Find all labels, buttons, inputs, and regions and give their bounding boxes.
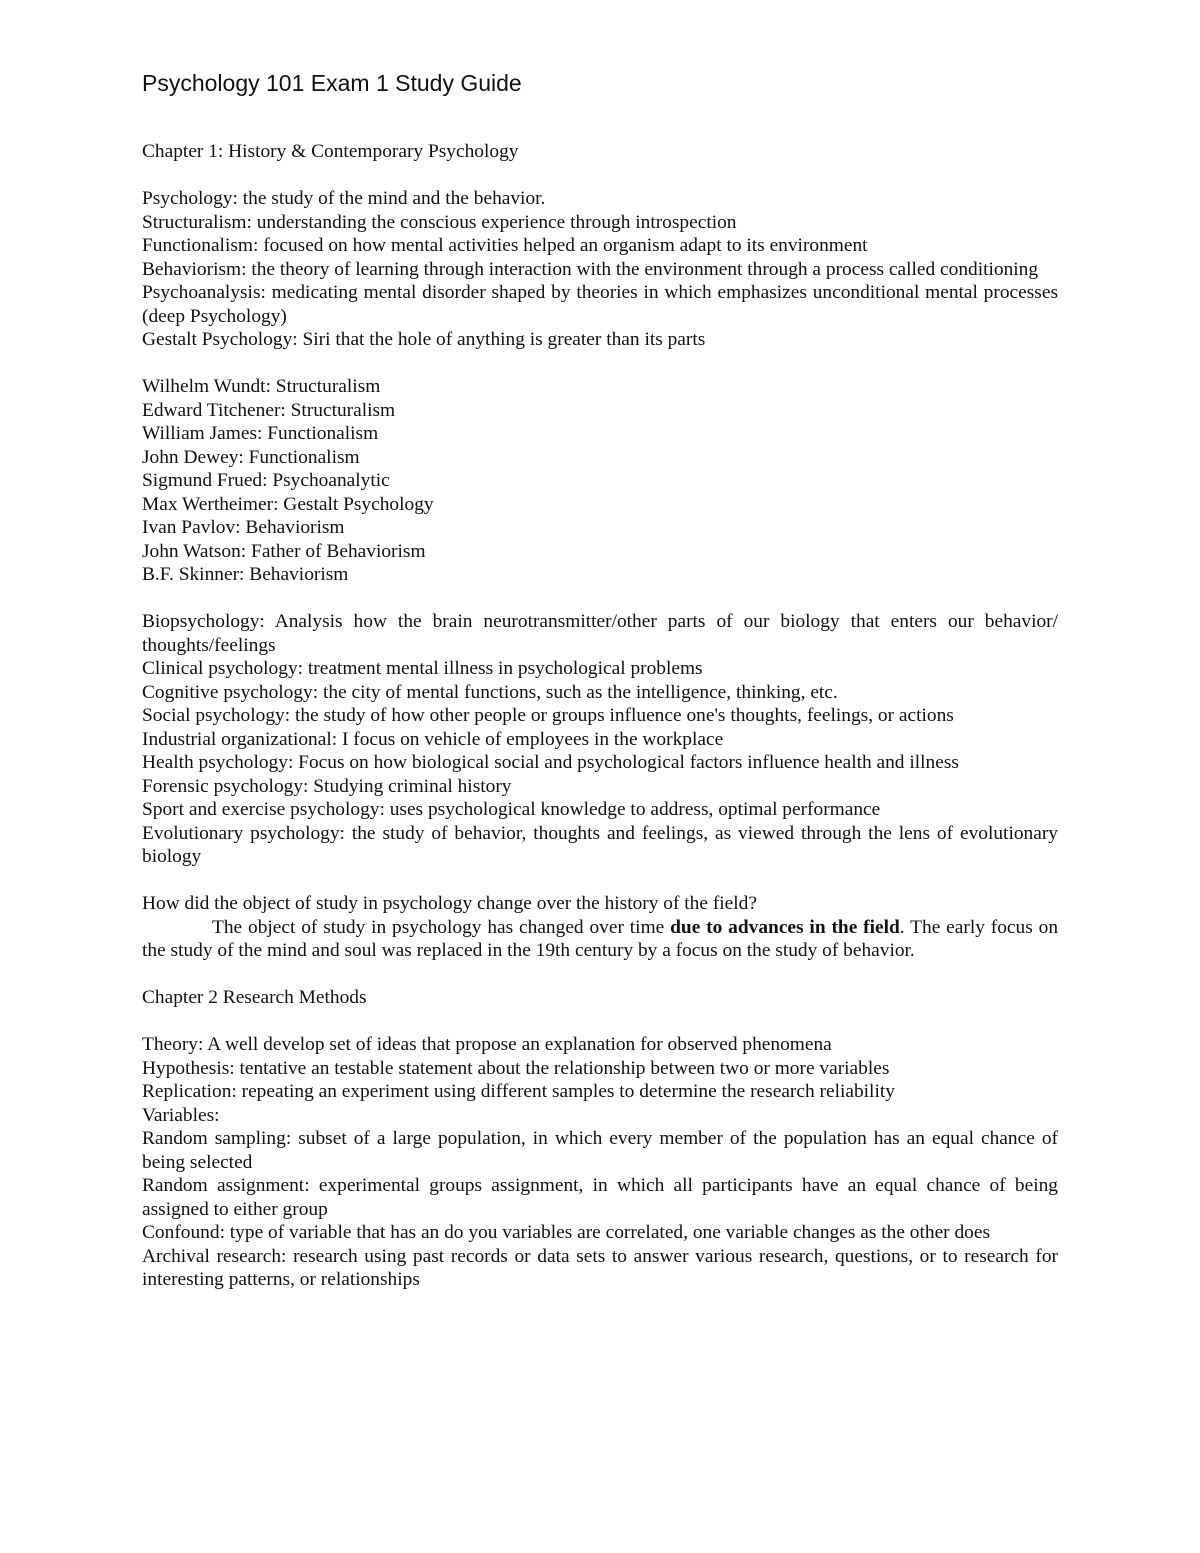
person-freud: Sigmund Frued: Psychoanalytic bbox=[142, 470, 390, 491]
spacer bbox=[142, 1010, 1058, 1034]
person-titchener: Edward Titchener: Structuralism bbox=[142, 399, 396, 421]
person-dewey: John Dewey: Functionalism bbox=[142, 446, 360, 468]
definition-gestalt: Gestalt Psychology: Siri that the hole of anything is greater than its parts bbox=[142, 329, 706, 350]
answer-text-start: The object of study in psychology has changed over time bbox=[212, 916, 671, 938]
field-cognitive: Cognitive psychology: the city of mental functions, such as the intelligence, thinking, etc. bbox=[142, 681, 838, 703]
definition-behaviorism: Behaviorism: the theory of learning through interaction with the environment through a process called conditioning bbox=[142, 258, 1039, 280]
chapter1-heading: Chapter 1: History & Contemporary Psychology bbox=[142, 141, 519, 162]
definition-variables: Variables: bbox=[142, 1104, 220, 1126]
field-industrial: Industrial organizational: I focus on vehicle of employees in the workplace bbox=[142, 728, 724, 750]
field-clinical: Clinical psychology: treatment mental illness in psychological problems bbox=[142, 658, 703, 679]
definition-random-assignment: Random assignment: experimental groups assignment, in which all participants have an equal chance of being assigned to either group bbox=[142, 1175, 1058, 1220]
definition-hypothesis: Hypothesis: tentative an testable statement about the relationship between two or more variables bbox=[142, 1057, 890, 1079]
person-james: William James: Functionalism bbox=[142, 423, 379, 444]
spacer bbox=[142, 587, 1058, 611]
study-question: How did the object of study in psychology change over the history of the field? bbox=[142, 893, 757, 914]
field-social: Social psychology: the study of how other people or groups influence one's thoughts, feelings, or actions bbox=[142, 705, 954, 726]
spacer bbox=[142, 869, 1058, 893]
person-pavlov: Ivan Pavlov: Behaviorism bbox=[142, 517, 345, 538]
field-evolutionary: Evolutionary psychology: the study of behavior, thoughts and feelings, as viewed through the lens of evolutionary biology bbox=[142, 822, 1058, 867]
definition-theory: Theory: A well develop set of ideas that propose an explanation for observed phenomena bbox=[142, 1034, 832, 1055]
person-watson: John Watson: Father of Behaviorism bbox=[142, 540, 426, 562]
person-wertheimer: Max Wertheimer: Gestalt Psychology bbox=[142, 493, 434, 515]
study-answer bbox=[142, 916, 1058, 963]
answer-text-end: . The early focus on the study of the mind and soul was replaced in the 19th century by a focus on the study of behavior. bbox=[142, 916, 1059, 961]
field-forensic: Forensic psychology: Studying criminal history bbox=[142, 775, 512, 797]
definition-functionalism: Functionalism: focused on how mental activities helped an organism adapt to its environment bbox=[142, 235, 868, 256]
definition-replication: Replication: repeating an experiment using different samples to determine the research reliability bbox=[142, 1081, 895, 1102]
spacer bbox=[142, 963, 1058, 987]
definition-confound: Confound: type of variable that has an do you variables are correlated, one variable changes as the other does bbox=[142, 1222, 991, 1243]
document-body bbox=[142, 140, 1058, 1292]
field-sport: Sport and exercise psychology: uses psychological knowledge to address, optimal performance bbox=[142, 799, 881, 820]
definition-archival-research: Archival research: research using past records or data sets to answer various research, questions, or to research for interesting patterns, or relationships bbox=[142, 1245, 1058, 1290]
person-wundt: Wilhelm Wundt: Structuralism bbox=[142, 376, 381, 397]
document-title: Psychology 101 Exam 1 Study Guide bbox=[142, 70, 522, 96]
definition-psychoanalysis: Psychoanalysis: medicating mental disorder shaped by theories in which emphasizes unconditional mental processes (deep Psychology) bbox=[142, 282, 1058, 327]
spacer bbox=[142, 352, 1058, 376]
person-skinner: B.F. Skinner: Behaviorism bbox=[142, 564, 349, 585]
answer-bold-text: due to advances in the field bbox=[670, 916, 900, 938]
definition-structuralism: Structuralism: understanding the conscious experience through introspection bbox=[142, 211, 737, 233]
chapter2-heading: Chapter 2 Research Methods bbox=[142, 987, 367, 1008]
field-biopsychology: Biopsychology: Analysis how the brain neurotransmitter/other parts of our biology that enters our behavior/ thoughts/feelings bbox=[142, 611, 1058, 656]
spacer bbox=[142, 164, 1058, 188]
field-health: Health psychology: Focus on how biological social and psychological factors influence health and illness bbox=[142, 752, 959, 773]
definition-psychology: Psychology: the study of the mind and the behavior. bbox=[142, 188, 546, 209]
definition-random-sampling: Random sampling: subset of a large population, in which every member of the population has an equal chance of being selected bbox=[142, 1128, 1058, 1173]
